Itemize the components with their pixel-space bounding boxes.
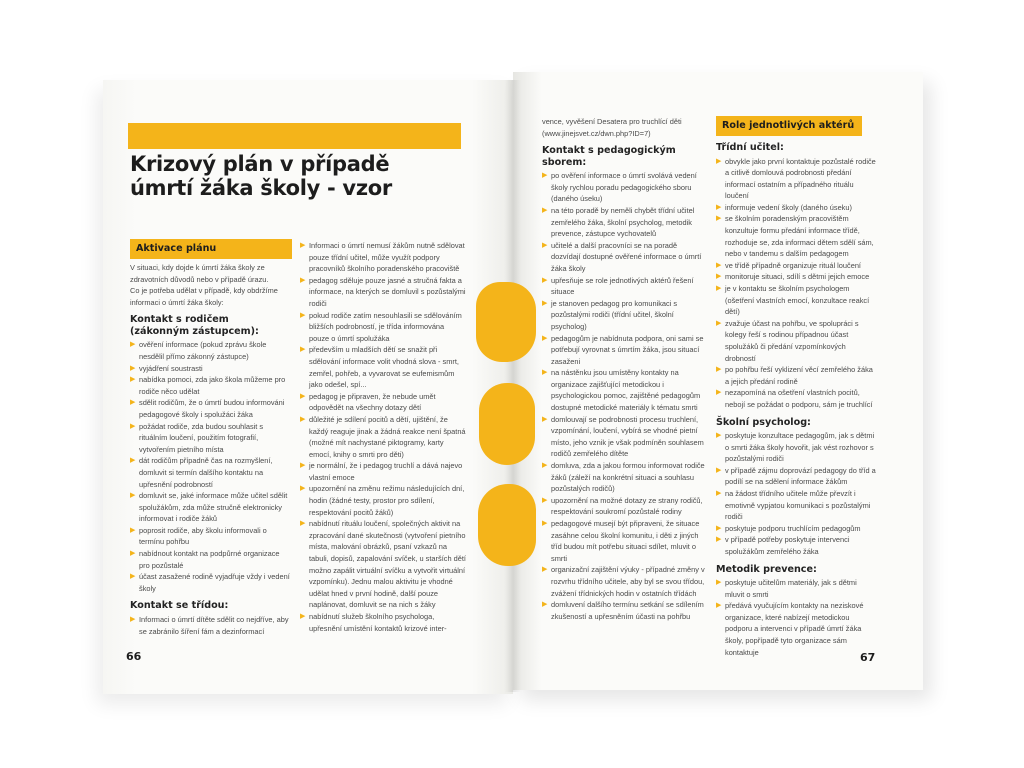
list-item-text: především u mladších dětí se snažit při sdělování informace volit vhodná slova - smrt, zemřel, pohřeb, a vyvarovat se eufemismům jako odešel, spí... <box>309 345 459 390</box>
bullet-arrow-icon: ▶ <box>130 364 136 372</box>
intro-paragraph-2: Co je potřeba udělat v případě, kdy obdržíme informaci o úmrtí žáka školy: <box>130 286 278 307</box>
bullet-arrow-icon: ▶ <box>716 432 722 440</box>
title-line-1: Krizový plán v případě <box>130 152 390 176</box>
list-item-text: nabídka pomoci, zda jako škola můžeme pro rodiče něco udělat <box>139 375 286 396</box>
bullet-arrow-icon: ▶ <box>716 466 722 474</box>
list-item <box>716 577 876 600</box>
list-item <box>716 387 876 410</box>
list-item-text: poskytuje podporu truchlícím pedagogům <box>725 523 861 533</box>
list-item-text: nabídnout kontakt na podpůrné organizace pro pozůstalé <box>139 549 280 570</box>
list-item-text: je normální, že i pedagog truchlí a dává najevo vlastní emoce <box>309 461 463 482</box>
list-item-text: domluvení dalšího termínu setkání se sdílením zkušeností a upřesněním účasti na pohřbu <box>551 600 704 621</box>
intro-paragraph-1: V situaci, kdy dojde k úmrtí žáka školy ze zdravotních důvodů nebo v případě úrazu. <box>130 263 269 284</box>
list-item <box>542 367 708 413</box>
list-item <box>716 271 876 283</box>
right-column-2 <box>716 116 876 658</box>
list-item-text: nabídnutí služeb školního psychologa, upřesnění umístění kontaktů krizové inter- <box>309 612 447 633</box>
list-item <box>542 495 708 518</box>
heading-kontakt-rodic: Kontakt s rodičem (zákonným zástupcem): <box>130 314 259 337</box>
list-left-col2 <box>300 240 466 634</box>
bullet-arrow-icon: ▶ <box>542 241 548 249</box>
bullet-arrow-icon: ▶ <box>300 485 306 493</box>
list-item-text: důležité je sdílení pocitů a dětí, ujištění, že každý reaguje jinak a žádná reakce není špatná (možné mít nachystané piktogramy, karty emocí, knihy o smrti pro děti) <box>309 414 466 459</box>
page-title <box>130 152 460 200</box>
bullet-arrow-icon: ▶ <box>542 206 548 214</box>
decorative-blob-2 <box>479 383 535 465</box>
list-item-text: nabídnutí rituálu loučení, společných aktivit na zpracování dané skutečnosti (vytvoření pietního místa, malování obrázků, psaní vzkazů na tabuli, dopisů, zapalování svíček, u starších dětí možno zapálit virtuální svíčku a vytvořit virtuální vzpomínku). Jednu malou aktivitu je vhodné udělat hned v první hodině, další pouze naplánovat, domluvit se na nich s žáky <box>309 519 466 610</box>
list-item-text: ve třídě případně organizuje rituál loučení <box>725 260 861 270</box>
list-item-text: v případě zájmu doprovází pedagogy do tříd a podílí se na sdělení informace žákům <box>725 465 876 487</box>
list-item <box>542 333 708 368</box>
list-item <box>130 339 290 362</box>
bullet-arrow-icon: ▶ <box>300 520 306 528</box>
list-item-text: nezapomíná na ošetření vlastních pocitů, nebojí se požádat o podporu, sám je truchlící <box>725 388 873 409</box>
list-item <box>130 548 290 571</box>
list-item-text: organizační zajištění výuky - případné změny v rozvrhu třídního učitele, aby byl se svou třídou, zvážení třídnických hodin v ostatních třídách <box>551 565 705 598</box>
bullet-arrow-icon: ▶ <box>716 602 722 610</box>
bullet-arrow-icon: ▶ <box>130 550 136 558</box>
bullet-arrow-icon: ▶ <box>716 536 722 544</box>
bullet-arrow-icon: ▶ <box>542 415 548 423</box>
list-item <box>716 364 876 387</box>
bullet-arrow-icon: ▶ <box>716 285 722 293</box>
bullet-arrow-icon: ▶ <box>716 273 722 281</box>
list-item <box>130 397 290 420</box>
list-item-text: požádat rodiče, zda budou souhlasit s rituálním loučení, použitím fotografií, vytvořením pietního místa <box>139 421 264 454</box>
list-kontakt-trida <box>130 614 290 637</box>
list-item <box>716 600 876 658</box>
bullet-arrow-icon: ▶ <box>542 276 548 284</box>
list-item <box>542 275 708 298</box>
decorative-blob-3 <box>478 484 536 566</box>
list-item <box>300 344 466 390</box>
list-item-text: učitelé a další pracovníci se na poradě dozvídají dostupné ověřené informace o úmrtí žáka školy <box>551 240 702 273</box>
list-item <box>300 460 466 483</box>
list-item-text: upozornění na možné dotazy ze strany rodičů, respektování soukromí pozůstalé rodiny <box>551 495 703 517</box>
right-column-1 <box>542 116 708 622</box>
bullet-arrow-icon: ▶ <box>716 389 722 397</box>
list-item-text: po ověření informace o úmrtí svolává vedení školy rychlou poradu pedagogického sboru (daného úseku) <box>551 171 697 204</box>
heading-tridni-ucitel: Třídní učitel: <box>716 142 784 153</box>
bullet-arrow-icon: ▶ <box>716 524 722 532</box>
list-item-text: poprosit rodiče, aby školu informovali o termínu pohřbu <box>139 525 267 547</box>
bullet-arrow-icon: ▶ <box>300 242 306 249</box>
list-skolni-psycholog <box>716 430 876 558</box>
section-tag-role: Role jednotlivých aktérů <box>716 116 862 136</box>
list-item <box>130 363 290 375</box>
continued-paragraph: vence, vyvěšení Desatera pro truchlící děti (www.jinejsvet.cz/dwn.php?ID=7) <box>542 117 682 138</box>
bullet-arrow-icon: ▶ <box>542 601 548 609</box>
bullet-arrow-icon: ▶ <box>300 613 306 620</box>
bullet-arrow-icon: ▶ <box>130 615 136 623</box>
list-item <box>300 391 466 414</box>
bullet-arrow-icon: ▶ <box>716 215 722 223</box>
bullet-arrow-icon: ▶ <box>716 366 722 374</box>
bullet-arrow-icon: ▶ <box>716 490 722 498</box>
list-item <box>716 465 876 488</box>
left-column-2 <box>300 240 466 634</box>
list-item-text: obvykle jako první kontaktuje pozůstalé rodiče a citlivě domlouvá podrobnosti předání informací ostatním a případného rituálu loučení <box>725 156 876 201</box>
list-item-text: upřesňuje se role jednotlivých aktérů řešení situace <box>551 275 694 297</box>
heading-metodik-prevence: Metodik prevence: <box>716 563 817 575</box>
decorative-blob-1 <box>476 282 536 362</box>
list-item <box>716 156 876 202</box>
list-item-text: sdělit rodičům, že o úmrtí budou informováni pedagogové školy i spolužáci žáka <box>139 398 285 419</box>
list-item <box>716 283 876 318</box>
bullet-arrow-icon: ▶ <box>130 376 136 384</box>
list-item-text: Informaci o úmrtí nemusí žákům nutně sdělovat pouze třídní učitel, může využít podpory pracovníků školního poradenského pracoviště <box>309 241 465 274</box>
list-item <box>716 213 876 259</box>
bullet-arrow-icon: ▶ <box>130 399 136 407</box>
title-accent-bar <box>128 123 461 149</box>
list-item-text: pedagog sděluje pouze jasné a stručná fakta a informace, na kterých se domluvil s pozůstalými rodiči <box>309 275 466 308</box>
bullet-arrow-icon: ▶ <box>542 520 548 527</box>
list-item-text: domluvit se, jaké informace může učitel sdělit spolužákům, zda může stručně elektronicky informovat i rodiče žáků <box>139 491 288 524</box>
list-item <box>300 240 466 275</box>
left-column-1 <box>130 262 290 637</box>
list-item <box>542 205 708 240</box>
list-item <box>130 571 290 594</box>
list-item <box>716 430 876 465</box>
list-item <box>542 170 708 205</box>
bullet-arrow-icon: ▶ <box>542 334 548 342</box>
bullet-arrow-icon: ▶ <box>542 462 548 470</box>
list-item-text: je stanoven pedagog pro komunikaci s pozůstalými rodiči (třídní učitel, školní psycholog) <box>551 298 678 331</box>
list-item-text: na žádost třídního učitele může převzít i emotivně vypjatou komunikaci s pozůstalými rodiči <box>725 489 871 522</box>
list-item-text: dát rodičům případně čas na rozmyšlení, domluvit si termín dalšího kontaktu na upřesnění podrobností <box>139 456 273 489</box>
heading-kontakt-trida: Kontakt se třídou: <box>130 600 229 612</box>
list-item <box>300 483 466 518</box>
list-item <box>542 599 708 622</box>
list-item <box>716 534 876 557</box>
bullet-arrow-icon: ▶ <box>130 341 136 349</box>
bullet-arrow-icon: ▶ <box>300 276 306 284</box>
list-kontakt-rodic <box>130 339 290 594</box>
bullet-arrow-icon: ▶ <box>542 172 548 180</box>
page-number-right: 67 <box>860 651 876 664</box>
list-item-text: předává vyučujícím kontakty na neziskové organizace, které nabízejí metodickou podporu a intervenci v případě úmrtí žáka školy, popřípadě tyto organizace sám kontaktuje <box>725 601 864 657</box>
bullet-arrow-icon: ▶ <box>300 415 306 423</box>
list-kontakt-sbor <box>542 170 708 622</box>
list-metodik-prevence <box>716 577 876 658</box>
bullet-arrow-icon: ▶ <box>300 462 306 470</box>
list-item-text: pedagog je připraven, že nebude umět odpovědět na všechny dotazy dětí <box>309 391 436 413</box>
list-item-text: ověření informace (pokud zprávu škole nesdělil přímo zákonný zástupce) <box>139 340 267 361</box>
list-item <box>716 488 876 523</box>
list-item <box>716 202 876 214</box>
list-item-text: pedagogům je nabídnuta podpora, oni sami se potřebují vyrovnat s úmrtím žáka, jsou situací zasaženi <box>551 333 704 366</box>
list-item-text: na této poradě by neměli chybět třídní učitel zemřelého žáka, školní psycholog, metodik prevence, zástupce vychovatelů <box>551 205 695 239</box>
list-item-text: se školním poradenským pracovištěm konzultuje formu předání informace třídě, rozhoduje se, zda informaci dětem sdělí sám, nebo v tandemu s dalším pedagogem <box>725 214 874 259</box>
list-item <box>300 518 466 611</box>
list-item-text: poskytuje učitelům materiály, jak s dětmi mluvit o smrti <box>725 578 857 599</box>
list-item <box>542 414 708 460</box>
bullet-arrow-icon: ▶ <box>542 566 548 574</box>
list-item-text: monitoruje situaci, sdílí s dětmi jejich emoce <box>725 272 870 282</box>
list-item <box>130 421 290 456</box>
list-item-text: poskytuje konzultace pedagogům, jak s dětmi o smrti žáka školy hovořit, jak vést rozhovor s pozůstalými rodiči <box>725 431 875 464</box>
title-line-2: úmrtí žáka školy - vzor <box>130 176 392 200</box>
list-item <box>542 460 708 495</box>
list-item-text: je v kontaktu se školním psychologem (ošetření vlastních emocí, konzultace reakcí dětí) <box>725 284 870 317</box>
list-item-text: pedagogové musejí být připraveni, že situace zasáhne celou školní komunitu, i děti z jiných tříd budou mít potřebu situaci sdílet, mluvit o smrti <box>551 519 700 563</box>
bullet-arrow-icon: ▶ <box>130 492 136 500</box>
list-item-text: zvažuje účast na pohřbu, ve spolupráci s kolegy řeší s rodinou případnou účast spolužáků či předání vzpomínkových drobností <box>725 318 859 363</box>
heading-kontakt-sbor: Kontakt s pedagogickým sborem: <box>542 145 676 168</box>
bullet-arrow-icon: ▶ <box>716 261 722 269</box>
bullet-arrow-icon: ▶ <box>542 299 548 307</box>
bullet-arrow-icon: ▶ <box>130 457 136 465</box>
bullet-arrow-icon: ▶ <box>130 422 136 430</box>
list-item <box>130 455 290 490</box>
bullet-arrow-icon: ▶ <box>130 573 136 581</box>
list-item-text: upozornění na změnu režimu následujících dní, hodin (žádné testy, prostor pro sdílení, respektování pocitů žáků) <box>309 484 465 517</box>
list-item <box>716 523 876 535</box>
list-item-text: informuje vedení školy (daného úseku) <box>725 202 852 212</box>
list-item-text: domlouvají se podrobnosti procesu truchlení, vzpomínání, loučení, vybírá se vhodné pietní místo, jeho vznik je však podmíněn souhlasem rodičů zemřelého dítěte <box>551 414 704 459</box>
list-item-text: Informaci o úmrtí dítěte sdělit co nejdříve, aby se zabránilo šíření fám a dezinformací <box>139 614 289 636</box>
list-item <box>300 275 466 310</box>
bullet-arrow-icon: ▶ <box>542 369 548 377</box>
bullet-arrow-icon: ▶ <box>716 203 722 211</box>
list-item <box>716 318 876 364</box>
bullet-arrow-icon: ▶ <box>300 346 306 354</box>
list-item <box>542 240 708 275</box>
section-tag-aktivace: Aktivace plánu <box>130 239 292 259</box>
bullet-arrow-icon: ▶ <box>300 392 306 400</box>
bullet-arrow-icon: ▶ <box>716 319 722 327</box>
list-item-text: účast zasažené rodině vyjadřuje vždy i vedení školy <box>139 572 290 593</box>
list-item <box>130 490 290 525</box>
list-item <box>300 611 466 634</box>
list-item-text: vyjádření soustrasti <box>139 363 203 373</box>
list-item <box>542 298 708 333</box>
list-item <box>130 614 290 637</box>
list-item-text: v případě potřeby poskytuje intervenci spolužákům zemřelého žáka <box>725 535 850 556</box>
bullet-arrow-icon: ▶ <box>300 311 306 319</box>
list-tridni-ucitel <box>716 156 876 411</box>
bullet-arrow-icon: ▶ <box>716 157 722 165</box>
list-item <box>542 518 708 564</box>
list-item <box>542 564 708 599</box>
list-item <box>716 260 876 272</box>
list-item-text: pokud rodiče zatím nesouhlasili se sdělováním bližších podrobností, je třída informována pouze o úmrtí spolužáka <box>309 310 462 343</box>
list-item <box>130 374 290 397</box>
bullet-arrow-icon: ▶ <box>130 526 136 534</box>
list-item-text: domluva, zda a jakou formou informovat rodiče žáků (záleží na konkrétní situaci a souhlasu pozůstalých rodičů) <box>551 461 705 494</box>
heading-skolni-psycholog: Školní psycholog: <box>716 416 811 428</box>
page-number-left: 66 <box>126 650 142 663</box>
bullet-arrow-icon: ▶ <box>542 496 548 504</box>
list-item-text: na nástěnku jsou umístěny kontakty na organizace zajišťující metodickou i psychologickou pomoc, zajištěné pedagogům dostupné metodické materiály k tématu smrti <box>551 368 701 413</box>
list-item <box>300 310 466 345</box>
list-item <box>130 525 290 548</box>
bullet-arrow-icon: ▶ <box>716 579 722 587</box>
list-item-text: po pohřbu řeší vyklizení věcí zemřelého žáka a jejich předání rodině <box>725 365 873 386</box>
list-item <box>300 414 466 460</box>
